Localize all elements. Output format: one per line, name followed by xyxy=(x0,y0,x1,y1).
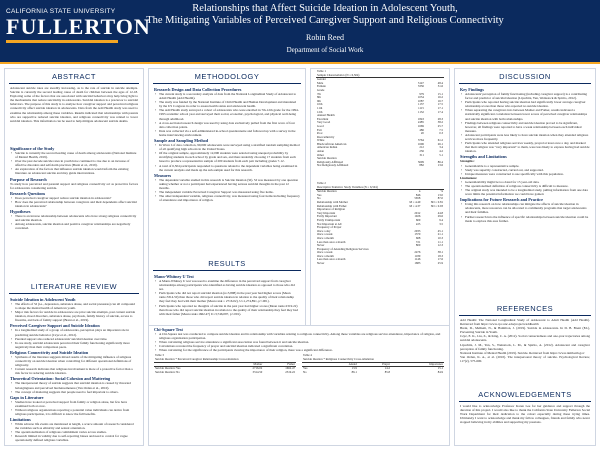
research-questions-list xyxy=(5,196,143,208)
list-item: • Research limited in validity due to self-reporting biases and need to control for vague operationally defined religious variables. xyxy=(11,434,138,442)
table-1-section xyxy=(311,69,449,169)
list-item: • Synthesis of the literature suggests mixed results of the mitigating influence of religious connectivity on suicide ideation when controlling for different operational definitions of religiosity. xyxy=(11,355,138,367)
table-cell: % xyxy=(440,189,443,194)
campus-name: FULLERTON xyxy=(6,14,151,39)
list-item: • The independent variable Perceived Caregiver Support was measured using five items. xyxy=(155,190,300,194)
table-cell: 846 xyxy=(415,192,421,197)
abstract-text: Adolescent suicide rates are steadily increasing, as is the rate of suicide in suicide attempts. Suicide is currently the second leading cause of death for children between the ages of 12-18. Exploring some of the factors that are associated with suicidal behaviors may help bring light to the mechanisms that reduce suicidality in adolescents. Suicidal ideation is a precursor to suicidal behaviors. The purpose of this study is to analyze how caregiver support and perceived religious connectivity affect suicide ideation in adolescents. Data from the Add Health study was used to examine the relationship among these variables. Results indicated that relationships with parents who are supportive reduced suicide ideation, and religious connectivity was related to lower suicidal ideation. This information can be used to help mitigate adolescent suicide deaths. xyxy=(10,86,138,123)
table-cell: 1683 xyxy=(414,261,421,266)
list-item: • Calculations revealed the frequency of prayer and suicidal ideation indicated a significant correlation. xyxy=(155,344,444,348)
table-cell: 13.6 xyxy=(437,163,443,168)
list-item: • A total of 6,504 participants responded to questions related to the dependent variables being examined in the current analysis and made up the sub-sample used for this research. xyxy=(155,164,300,172)
acknowledgements-heading: ACKNOWLEDGEMENTS xyxy=(459,387,591,402)
list-item: • Findings between religious connectivity and suicide ideation proved to be significant, however, all findings were reported to have a weak relationship between each individual measure. xyxy=(461,121,590,133)
measures-heading: Measures xyxy=(154,172,172,178)
list-item: • The other independent variable, religious connectivity, was measured using four items including frequency of attendance and importance of religion. xyxy=(155,194,300,202)
table-cell: 609 xyxy=(415,217,421,222)
title-block xyxy=(140,3,510,54)
table-cell: 3.5 xyxy=(439,221,443,226)
table-col-header: Prayer xyxy=(358,362,391,367)
table-cell: 1662.47 xyxy=(285,366,295,371)
table-2 xyxy=(316,182,444,266)
table-cell: 13.0 xyxy=(437,192,443,197)
lit-subheading: Religious Connectivity and Suicide Ideation xyxy=(10,349,89,355)
design-list xyxy=(149,92,305,137)
references-heading: REFERENCES xyxy=(459,301,591,316)
table-cell: 5.1 xyxy=(439,152,443,157)
table-cell: Relationship with Mother xyxy=(317,199,348,204)
table-cell: n xyxy=(418,189,421,194)
table-cell: Never xyxy=(317,243,325,248)
table-cell: 2319.22 xyxy=(285,369,295,374)
table-3 xyxy=(154,354,296,374)
lit-subheading: Suicide Ideation in Adolescent Youth xyxy=(10,297,76,302)
poster-title-line2: The Mitigating Variables of Perceived Caregiver Support and Religious Connectivity xyxy=(146,15,504,26)
mann-whitney-heading: Mann-Whitney U Test xyxy=(154,274,194,279)
table-cell: 17.1 xyxy=(437,105,443,110)
table-cell: 84.9 xyxy=(437,369,443,374)
strengths-limitations-heading: Strengths and Limitations xyxy=(460,154,507,160)
list-item: • A cross-sectional research design was used by using data exclusively pulled from the first wave of four data collection points. xyxy=(155,121,300,129)
header-divider xyxy=(0,62,600,64)
intro-section xyxy=(5,145,143,230)
key-findings-heading: Key Findings xyxy=(460,87,484,92)
table-cell: M = 4.37 xyxy=(409,203,421,208)
table-cell: Fair xyxy=(317,127,322,132)
implications-heading: Implications for Future Research and Practice xyxy=(460,197,543,203)
table-cell: 1669 xyxy=(417,123,424,128)
list-item: • A Mann-Whitney U test was used to examine the difference in the perceived support from caregiver relationships among participants who identified as having suicide ideation as opposed to those who did not. xyxy=(155,279,300,291)
table-cell: Suicide Ideation xyxy=(317,156,337,161)
list-item: • When calculating religious service attendance a significant association was found between it and suicide ideation. xyxy=(155,340,444,344)
table-cell: 61.2 xyxy=(437,138,443,143)
table-cell: 8th xyxy=(317,95,321,100)
table-cell: Once a month xyxy=(317,235,334,240)
strengths-list xyxy=(455,164,595,176)
table-subcaption: Descriptive Statistics: Study Variables (N = 6,504) xyxy=(316,186,444,190)
table-caption: Table 4 xyxy=(303,353,312,358)
list-item: • Among adolescents, suicide ideation and positive caregiver relationships are negatively correlated. xyxy=(11,222,138,230)
list-item: • Does perceived caregiver support reduce suicide ideation in adolescents? xyxy=(11,196,138,200)
table-cell: 256 xyxy=(419,149,424,154)
table-col-header: Mother xyxy=(230,362,263,367)
table-cell: 12.3 xyxy=(437,243,443,248)
table-cell: 721 xyxy=(415,239,421,244)
table-cell: 3147 xyxy=(417,80,424,85)
purpose-text: To study how perceived and parental support and religious connectivity act as protective factors for adolescents considering suicide. xyxy=(10,181,138,190)
table-cell: Frequency of Attending Religious Services xyxy=(317,246,369,251)
list-item: • The Add Health study surveyed a cohort of adolescents who were enrolled in 7th-12th grade for the 1994-1995 academic school year and surveyed their social, economic, psychological, and physical well-being through adulthood. xyxy=(155,108,300,120)
table-cell: 1926 xyxy=(414,214,421,219)
table-cell: 9.4 xyxy=(439,217,443,222)
table-cell: 7th xyxy=(317,91,321,96)
table-cell: No xyxy=(317,196,321,201)
key-findings-list xyxy=(455,92,595,153)
table-cell: Poor xyxy=(317,131,323,136)
table-cell: 12th xyxy=(317,109,323,114)
table-cell: 48.4 xyxy=(437,80,443,85)
chi-square-heading: Chi-Square Test xyxy=(154,327,183,332)
column-4 xyxy=(454,68,596,446)
lit-list-4 xyxy=(5,381,143,393)
table-cell: Suicide Ideation: No xyxy=(155,369,180,374)
table-row xyxy=(316,262,444,266)
lit-list-6 xyxy=(5,422,143,442)
hypotheses-heading: Hypotheses xyxy=(10,209,31,215)
table-cell: 3314.50 xyxy=(252,369,263,374)
table-cell: Yes xyxy=(303,366,308,371)
list-item: • The original study was intended to be a longitudinal study, pulling information from one data wave limits the potential information we could have gained. xyxy=(461,188,590,196)
table-4 xyxy=(302,354,444,374)
table-cell: 11th xyxy=(317,105,323,110)
list-item: • In Wave I of data collection, 90,000 adolescents were surveyed using a stratified random sampling method of all qualifying high schools in the United States. xyxy=(155,143,300,151)
list-item: • While adverse life events are mentioned at length, a scarce amount of research considered the variables such as ethnicity and sexual orientation. xyxy=(11,422,138,430)
table-cell: 17.4 xyxy=(437,109,443,114)
discussion-heading: DISCUSSION xyxy=(459,69,591,84)
mann-whitney-list xyxy=(149,279,305,316)
department-name: Department of Social Work xyxy=(286,46,364,54)
poster-title-line1: Relationships that Affect Suicide Ideation in Adolescent Youth, xyxy=(192,3,458,14)
table-cell: Yes xyxy=(317,192,322,197)
table-cell: 3356 xyxy=(417,84,424,89)
list-item: • Parental support also reduced adolescents' suicidal ideation over time. xyxy=(11,337,138,341)
table-cell: 225 xyxy=(415,221,421,226)
table-cell: 85.8 xyxy=(384,369,391,374)
table-cell: Excellent xyxy=(317,116,329,121)
table-caption: Table 3 xyxy=(155,353,164,358)
list-item: • Generalizability might be too dated for 15 year-old data. xyxy=(461,180,590,184)
table-cell: 212 xyxy=(419,145,424,150)
references-section xyxy=(455,301,595,363)
table-cell: 7.5 xyxy=(439,127,443,132)
table-cell: Fairly Important xyxy=(317,214,337,219)
lit-subheading: Limitations xyxy=(10,417,31,423)
list-item: • Adolescent participants were less likely to have suicide ideation when they attended religious services more frequently. xyxy=(461,133,590,141)
table-cell: Race/ethnicity xyxy=(317,134,335,139)
table-cell: Grade xyxy=(317,87,325,92)
table-cell: Relationship with Father xyxy=(317,203,347,208)
table-cell: 5609 xyxy=(417,159,424,164)
table-cell: SD = 0.81 xyxy=(430,199,443,204)
literature-review-section xyxy=(5,279,143,443)
table-cell: Good xyxy=(317,123,324,128)
list-item: • Current research indicates that religious involvement is more of a protective factor than a risk factor in reducing suicide ideation. xyxy=(11,367,138,375)
table-cell: 2716.02 xyxy=(252,366,263,371)
table-cell: 87.0 xyxy=(437,196,443,201)
strengths-label: Strengths: xyxy=(460,159,475,164)
measures-list xyxy=(149,178,305,203)
significance-heading: Significance of the Study xyxy=(10,146,55,151)
table-cell: Suicide Ideation xyxy=(317,189,337,194)
table-cell: 38.2 xyxy=(437,120,443,125)
list-item: • Unique measures were constructed to use specifically with this population. xyxy=(461,172,590,176)
list-item: • Generalizable to a representative sample. xyxy=(461,164,590,168)
table-cell: 668 xyxy=(415,235,421,240)
list-item: • Participants who reported having suicide ideation had significantly lower average caregiver relationship scores than those who reported no suicide ideation. xyxy=(461,100,590,108)
table-cell: 10.3 xyxy=(437,235,443,240)
list-item: • How does the perceived relationship between caregivers and their dependents affect suicidal ideation in adolescents? xyxy=(11,200,138,208)
table-cell: 9th xyxy=(317,98,321,103)
table-cell: 13.9 xyxy=(351,366,357,371)
limitations-list xyxy=(455,180,595,196)
table-cell: 28.3 xyxy=(437,116,443,121)
table-cell: 20 xyxy=(420,131,424,136)
table-cell: 979 xyxy=(419,91,424,96)
table-cell: 3.4 xyxy=(439,145,443,150)
list-item: • The interpersonal theory of suicide suggests that suicidal ideation is caused by thwarted belongingness and perceived burdensomeness (Van Orden et al., 2010). xyxy=(11,381,138,389)
table-2-section xyxy=(311,181,449,267)
list-item: • In one study, suicidal adolescents perceived their family functioning significantly more negatively than their comparison peers. xyxy=(11,341,138,349)
table-cell: Female xyxy=(317,84,326,89)
table-cell: Annual Health xyxy=(317,113,335,118)
table-cell: 29.6 xyxy=(437,214,443,219)
table-row xyxy=(154,371,296,375)
table-cell: Very Important xyxy=(317,210,336,215)
purpose-heading: Purpose of Research xyxy=(10,176,47,182)
table-cell: Black/African American xyxy=(317,141,347,146)
poster-header xyxy=(0,0,600,62)
table-row xyxy=(316,164,444,168)
table-cell: 1146 xyxy=(414,257,421,262)
table-cell: 45.1 xyxy=(437,228,443,233)
results-section xyxy=(149,256,305,316)
table-cell: 486 xyxy=(419,127,424,132)
list-item: • An exploration of the factors that influence suicide ideation would inform the existing literature on adolescent suicide and may guide interventions. xyxy=(11,167,138,175)
table-1 xyxy=(316,70,444,168)
table-cell: 800 xyxy=(415,243,421,248)
table-cell: 18.3 xyxy=(437,253,443,258)
table-cell: 16.2 xyxy=(437,95,443,100)
list-item: • Of the original sample, approximately 12,000 students were selected using unequal probability by stratifying students in each school by grade and sex, and then randomly choosing 17 students from each based to produce a representative sample of 200 students from each pair including grades 7-12. xyxy=(155,151,300,163)
university-name: CALIFORNIA STATE UNIVERSITY xyxy=(6,8,116,15)
reference-item: Czyz, E. K., Liu, Z., & King, C. A. (2012). Social connectedness and one-year trajectories among suicidal adolescents. xyxy=(460,334,590,343)
table-cell: Frequency of Prayer xyxy=(317,225,342,230)
list-item: • The concept of mattering suggests that people need to feel important to others. xyxy=(11,390,138,394)
table-cell: 3764 xyxy=(417,138,424,143)
table-cell: 1189 xyxy=(414,253,421,258)
literature-review-heading: LITERATURE REVIEW xyxy=(9,279,139,294)
author-name: Robin Reed xyxy=(306,33,344,42)
table-subcaption: Suicide Ideation * Perceived Caregiver Relationship Cross-tabulation xyxy=(154,358,296,362)
acknowledgements-text: I would like to acknowledge Professor Karen Lee for her guidance and support through the duration of this project. I would also like to thank the California State University Fullerton Social Work Department for their dedication to the cohort especially during these trying times. Ultimately I want to acknowledge and thank my fellow colleagues, friends and family who never stopped believing in my abilities and supporting my passions. xyxy=(460,404,590,425)
table-cell: 15.1 xyxy=(437,91,443,96)
implications-list xyxy=(455,202,595,222)
table-subcaption: Sample Characteristics (N = 6,504) xyxy=(316,74,444,78)
list-item: • There is an inverse relationship between adolescents who have strong religious connectivity and suicide ideation. xyxy=(11,214,138,222)
lit-subheading: Theoretical Orientation: Social Cohesion and Mattering xyxy=(10,376,111,382)
list-item: • Study was superbly constructed, carried out, and supported. xyxy=(461,168,590,172)
table-cell: Once a week xyxy=(317,250,333,255)
table-cell: 1370 xyxy=(414,232,421,237)
abstract-heading: ABSTRACT xyxy=(9,69,139,84)
list-item: • Further research into the influence of specific relationships between suicide ideation could be made to explore this area further. xyxy=(461,215,590,223)
chi-square-panel xyxy=(148,325,450,446)
list-item: • Over the past decade suicide rates in youth have continued to rise due to an increase of affective disorders and self-harm practices (Brent et al., 2019). xyxy=(11,159,138,167)
table-cell: 5658 xyxy=(414,196,421,201)
table-cell: 11.1 xyxy=(437,239,443,244)
list-item: • When separating the caregivers into between Mother and Father, results indicated a statistically significant correlation between lower scores of perceived caregiver relationships and suicide ideation with both relationships. xyxy=(461,108,590,120)
lit-list-3 xyxy=(5,355,143,375)
list-item: • The current study is a secondary analysis of data from the National Longitudinal Study of Adolescent to Adult Health (Add Health). xyxy=(155,92,300,100)
table-cell: 2476 xyxy=(414,250,421,255)
acknowledgements-section xyxy=(455,387,595,424)
table-col-header: Attend xyxy=(324,362,358,367)
table-cell: Other xyxy=(317,152,324,157)
table-col-header: Father xyxy=(263,362,296,367)
methodology-heading: METHODOLOGY xyxy=(153,69,301,84)
table-cell: 38.1 xyxy=(437,250,443,255)
table-cell: 2912 xyxy=(414,210,421,215)
table-cell: No xyxy=(303,369,307,374)
reference-item: Add Health: The National Longitudinal Study of Adolescent to Adult Health (Add Health). Retrieved from https://www.cpc.unc.edu/projects/addhealth xyxy=(460,318,590,327)
table-cell: Asian xyxy=(317,149,324,154)
sample-heading: Sample and Sampling Method xyxy=(154,138,209,144)
table-cell: Fairly Unimportant xyxy=(317,217,341,222)
list-item: • Participants who attended religious services weekly, prayed at least once a day, and marked that their religion was "very important" to them, were less likely to express having had suicide ideation. xyxy=(461,141,590,153)
table-cell: 15.1 xyxy=(437,366,443,371)
results-heading: RESULTS xyxy=(153,256,301,271)
list-item: • In a longitudinal study of a group of adolescents, perception plays an important role in predicting suicide behavior (Czyz et al., 2012). xyxy=(11,328,138,336)
table-cell: 86.1 xyxy=(351,369,357,374)
abstract-section xyxy=(5,69,143,123)
list-item: • Suicide is currently the second leading cause of death among adolescents (National Institute of Mental Health, 2019). xyxy=(11,151,138,159)
university-logo xyxy=(6,8,151,54)
table-cell: 311 xyxy=(419,152,424,157)
list-item: • When calculating for the significance of the participants viewing the importance of their religion, there was a significant difference. xyxy=(155,348,444,352)
reference-item: Brent, D., Melhem, N., & Hamilton, J. (2019). Suicide in adolescents. In D. B. Brent (Ed.), Preventing Suicide in Youth. xyxy=(460,326,590,335)
table-cell: Not Important at All xyxy=(317,221,342,226)
table-cell: Importance of Religion xyxy=(317,207,345,212)
list-item: • A Chi-Square test was conducted to compare suicide ideation and its relationship with variables relating to religious connectivity. Among these variables are religious service attendance, importance of religion, and religious organization participation. xyxy=(155,332,444,340)
design-heading: Research Design and Data Collection Procedures xyxy=(154,87,242,92)
list-item: • The dependent variable studied in this research is Suicide Ideation (SI). SI was measured by one question asking whether or not a participant had experienced having serious suicidal thoughts in the past 12 months. xyxy=(155,178,300,190)
table-cell: SD = 0.93 xyxy=(430,203,443,208)
table-cell: 10th xyxy=(317,102,323,107)
table-cell: Once a month xyxy=(317,253,334,258)
list-item: • Major risk factors for suicide in adolescence are prior suicide attempts, past current suicide ideation, mood disorders, substance abuse, psychosis, family history of suicide, access to firearms, and lack of family support (Brent et al., 2019). xyxy=(11,310,138,322)
lit-subheading: Gaps in Literature xyxy=(10,394,44,400)
methodology-section xyxy=(149,69,305,202)
table-cell: 17.6 xyxy=(437,257,443,262)
table-cell: Gender xyxy=(317,77,326,82)
table-cell: 25.9 xyxy=(437,261,443,266)
table-cell: 25.7 xyxy=(437,123,443,128)
research-questions-heading: Research Questions xyxy=(10,190,46,196)
table-cell: Very Good xyxy=(317,120,331,125)
table-cell: 26.1 xyxy=(437,141,443,146)
table-cell: 1843 xyxy=(417,116,424,121)
list-item: • The effects of SI (i.e., depression, substance abuse, and social pressures) can all compound to shape the mental health of American youth. xyxy=(11,302,138,310)
table-cell: 86.4 xyxy=(437,159,443,164)
table-caption: Table 1 xyxy=(317,69,326,73)
list-item: • Participants who did not report suicidal ideation (n=3,898) in the past year had higher scores (Mean rank=3314.50) than those who did report suicide ideation in relation to the quality of their relationship they feel they had with their mother (Mean rank = 2716.02), U=1,274,891, p<.001). xyxy=(155,291,300,303)
table-cell: 21.1 xyxy=(437,232,443,237)
list-item: • Using this research on how relationships can mitigate the affects of suicide ideation in adolescents, more resources can be allocated to community programs that target adolescents and their families. xyxy=(461,202,590,214)
list-item: • The study was funded by the National Institute of Child Health and Human Development and mandated by the US Congress in order to assess health status and adolescent health. xyxy=(155,100,300,108)
table-cell: 14.2 xyxy=(384,366,391,371)
list-item: • Participants who reported no thoughts of suicide in the past year had higher scores (Mean rank=2319.22) than those who did report suicide ideation in relation to the quality of their relationship they feel they had with their father (Mean rank=1662.47) U=3,746,097, p<.001). xyxy=(155,304,300,316)
lit-list-5 xyxy=(5,400,143,416)
table-row xyxy=(302,371,444,375)
hypotheses-list xyxy=(5,214,143,230)
table-cell: Less than once a month xyxy=(317,239,346,244)
table-cell: American Indian xyxy=(317,145,338,150)
chi-square-list xyxy=(149,332,449,352)
table-cell: Never xyxy=(317,261,325,266)
list-item: • Data was collected via a self-administered in-school questionnaire and followed up with a survey in the home interviewing environment. xyxy=(155,129,300,137)
table-cell: 882 xyxy=(419,163,424,168)
logo-underline xyxy=(6,40,118,43)
lit-subheading: Perceived Caregiver Support and Suicide Ideation xyxy=(10,323,100,329)
table-cell: Male xyxy=(317,80,324,85)
list-item: • Studies have looked at perceived support from family or religion alone, but few have examined both at once. xyxy=(11,400,138,408)
column-1 xyxy=(4,68,144,446)
table-cell: 1606 xyxy=(417,141,424,146)
table-cell: 2485 xyxy=(417,120,424,125)
table-caption: Table 2 xyxy=(317,181,326,185)
lit-list-2 xyxy=(5,328,143,348)
table-cell: 0.3 xyxy=(439,131,443,136)
table-cell: Suicide Ideation: Yes xyxy=(155,366,181,371)
table-cell: 1137 xyxy=(417,102,424,107)
table-subcaption: Suicide Ideation * Religious Connectivity Cross-tabulation xyxy=(302,358,444,362)
table-cell: 1054 xyxy=(417,95,424,100)
table-cell: 51.6 xyxy=(437,84,443,89)
list-item: • The operationalized definition of religious connectivity is difficult to measure. xyxy=(461,184,590,188)
table-cell: Less than once a month xyxy=(317,257,346,262)
significance-list xyxy=(5,151,143,176)
table-cell: Once a day xyxy=(317,228,331,233)
list-item: • The operationalization of religious commitment varies across studies. xyxy=(11,430,138,434)
table-cell: Religiously Affiliated xyxy=(317,159,344,164)
table-cell: 1087 xyxy=(417,98,424,103)
table-col-header: Importance xyxy=(391,362,444,367)
table-cell: 17.5 xyxy=(437,102,443,107)
table-cell: 1132 xyxy=(417,109,424,114)
sample-list xyxy=(149,143,305,172)
table-cell: 44.8 xyxy=(437,210,443,215)
reference-item: National Institute of Mental Health (2019). Suicide. Retrieved from https://www.nimh.nih.gov xyxy=(460,350,585,355)
list-item: • Without religious organizations reporting a potential value individuals can derive from religious participation, it is difficult to know the full benefits. xyxy=(11,408,138,416)
table-cell: M = 4.49 xyxy=(409,199,421,204)
table-cell: Once a week xyxy=(317,232,333,237)
table-cell: Not Religiously Affiliated xyxy=(317,163,349,168)
table-cell: 2933 xyxy=(414,228,421,233)
reference-item: Lipschitz, J. M., Yen, S., Weinstock, L. M., & Spirito, A. (2012). Adolescent and caregiver perception of family functioning. xyxy=(460,342,590,351)
table-cell: 1115 xyxy=(418,105,424,110)
table-cell: 4.2 xyxy=(439,149,443,154)
list-item: • Adolescents' perception of family functioning (including caregiver support) is a contributing factor and predictor of suicidal ideation (Lipschitz, Yen, Weinstock & Spirito, 2012). xyxy=(461,92,590,100)
table-cell: White xyxy=(317,138,325,143)
reference-item: Van Orden, K. A., et al. (2010). The interpersonal theory of suicide. Psychological Review, 117(2), 575-600. xyxy=(460,354,590,363)
discussion-section xyxy=(455,69,595,223)
lit-list-1 xyxy=(5,302,143,322)
limitations-label: Limitations: xyxy=(460,175,478,180)
table-cell: 16.7 xyxy=(437,98,443,103)
